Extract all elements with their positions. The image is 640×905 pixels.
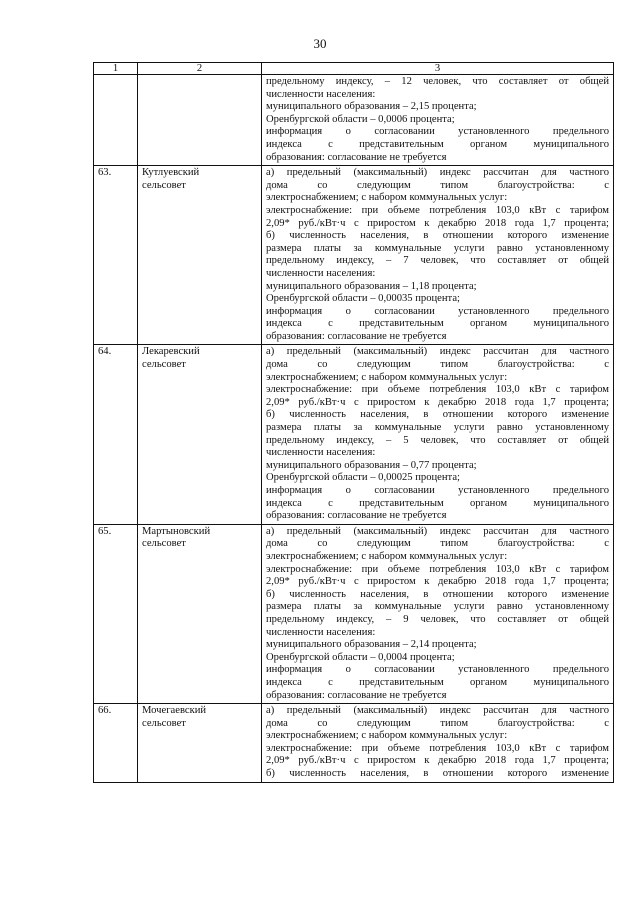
description-line: дома со следующим типом благоустройства: с [266, 359, 609, 371]
description-line: индекса с представительным органом муниципального [266, 676, 609, 688]
description-line: б) численность населения, в отношении которого изменение [266, 230, 609, 242]
description-line: предельному индексу, – 5 человек, что составляет от общей [266, 434, 609, 446]
description-line: численности населения: [266, 447, 376, 459]
description-line: электроснабжение: при объеме потребления 103,0 кВт с тарифом [266, 563, 609, 575]
description-line: дома со следующим типом благоустройства: с [266, 538, 609, 550]
municipality-name-line: сельсовет [142, 359, 186, 371]
description-line: информация о согласовании установленного предельного [266, 664, 609, 676]
row-number: 64. [94, 345, 138, 524]
description-line: численности населения: [266, 88, 376, 100]
index-description [262, 345, 614, 524]
description-line: муниципального образования – 2,15 процента; [266, 101, 477, 113]
table-row [94, 524, 614, 703]
municipality-name-line: Лекаревский [142, 346, 200, 358]
description-line: размера платы за коммунальные услуги равно установленному [266, 601, 609, 613]
table-row [94, 75, 614, 166]
description-line: б) численность населения, в отношении которого изменение [266, 588, 609, 600]
page-number: 30 [313, 36, 327, 51]
description-line: а) предельный (максимальный) индекс рассчитан для частного [266, 705, 609, 717]
index-description [262, 75, 614, 166]
municipal-index-table [93, 62, 614, 783]
description-line: электроснабжение: при объеме потребления 103,0 кВт с тарифом [266, 742, 609, 754]
index-description [262, 166, 614, 345]
description-line: размера платы за коммунальные услуги равно установленному [266, 422, 609, 434]
description-line: образования: согласование не требуется [266, 330, 447, 342]
description-line: предельному индексу, – 9 человек, что составляет от общей [266, 613, 609, 625]
description-line: электроснабжением; с набором коммунальных услуг: [266, 730, 508, 742]
description-line: предельному индексу, – 12 человек, что составляет от общей [266, 76, 609, 87]
municipality-name-line: Мартыновский [142, 525, 211, 537]
description-line: образования: согласование не требуется [266, 151, 447, 163]
municipality-name [138, 704, 262, 783]
description-line: численности населения: [266, 267, 376, 279]
description-line: дома со следующим типом благоустройства: с [266, 179, 609, 191]
municipality-name-line: Кутлуевский [142, 167, 200, 179]
municipality-name [138, 166, 262, 345]
description-line: электроснабжение: при объеме потребления 103,0 кВт с тарифом [266, 204, 609, 216]
description-line: предельному индексу, – 7 человек, что составляет от общей [266, 255, 609, 267]
description-line: б) численность населения, в отношении которого изменение [266, 768, 609, 780]
description-line: Оренбургской области – 0,00025 процента; [266, 472, 460, 484]
description-line: муниципального образования – 1,18 процента; [266, 280, 477, 292]
description-line: электроснабжение: при объеме потребления 103,0 кВт с тарифом [266, 384, 609, 396]
description-line: муниципального образования – 0,77 процента; [266, 459, 477, 471]
description-line: а) предельный (максимальный) индекс рассчитан для частного [266, 525, 609, 537]
description-line: образования: согласование не требуется [266, 689, 447, 701]
description-line: индекса с представительным органом муниципального [266, 138, 609, 150]
description-line: 2,09* руб./кВт·ч с приростом к декабрю 2018 года 1,7 процента; [266, 755, 609, 767]
table-row [94, 345, 614, 524]
column-header-2: 2 [138, 63, 262, 75]
column-header-1: 1 [94, 63, 138, 75]
municipality-name-line: сельсовет [142, 538, 186, 550]
description-line: электроснабжением; с набором коммунальных услуг: [266, 192, 508, 204]
description-line: Оренбургской области – 0,0006 процента; [266, 113, 455, 125]
column-header-3: 3 [262, 63, 614, 75]
index-description [262, 524, 614, 703]
description-line: электроснабжением; с набором коммунальных услуг: [266, 371, 508, 383]
description-line: численности населения: [266, 626, 376, 638]
municipality-name-line: Мочегаевский [142, 705, 207, 717]
description-line: муниципального образования – 2,14 процента; [266, 639, 477, 651]
description-line: электроснабжением; с набором коммунальных услуг: [266, 550, 508, 562]
description-line: б) численность населения, в отношении которого изменение [266, 409, 609, 421]
description-line: индекса с представительным органом муниципального [266, 318, 609, 330]
table-row [94, 704, 614, 783]
municipality-name-line: сельсовет [142, 717, 186, 729]
row-number [94, 75, 138, 166]
description-line: 2,09* руб./кВт·ч с приростом к декабрю 2018 года 1,7 процента; [266, 217, 609, 229]
description-line: образования: согласование не требуется [266, 510, 447, 522]
municipality-name [138, 524, 262, 703]
row-number: 65. [94, 524, 138, 703]
description-line: размера платы за коммунальные услуги равно установленному [266, 242, 609, 254]
index-description [262, 704, 614, 783]
description-line: информация о согласовании установленного предельного [266, 305, 609, 317]
description-line: Оренбургской области – 0,0004 процента; [266, 651, 455, 663]
municipality-name-line: сельсовет [142, 179, 186, 191]
row-number: 66. [94, 704, 138, 783]
description-line: 2,09* руб./кВт·ч с приростом к декабрю 2018 года 1,7 процента; [266, 396, 609, 408]
description-line: индекса с представительным органом муниципального [266, 497, 609, 509]
description-line: информация о согласовании установленного предельного [266, 126, 609, 138]
description-line: 2,09* руб./кВт·ч с приростом к декабрю 2018 года 1,7 процента; [266, 576, 609, 588]
description-line: информация о согласовании установленного предельного [266, 485, 609, 496]
table-row [94, 166, 614, 345]
table-header-row [94, 63, 614, 75]
row-number: 63. [94, 166, 138, 345]
description-line: Оренбургской области – 0,00035 процента; [266, 293, 460, 305]
municipality-name [138, 75, 262, 166]
municipality-name [138, 345, 262, 524]
description-line: а) предельный (максимальный) индекс рассчитан для частного [266, 167, 609, 179]
description-line: а) предельный (максимальный) индекс рассчитан для частного [266, 346, 609, 358]
description-line: дома со следующим типом благоустройства: с [266, 717, 609, 729]
